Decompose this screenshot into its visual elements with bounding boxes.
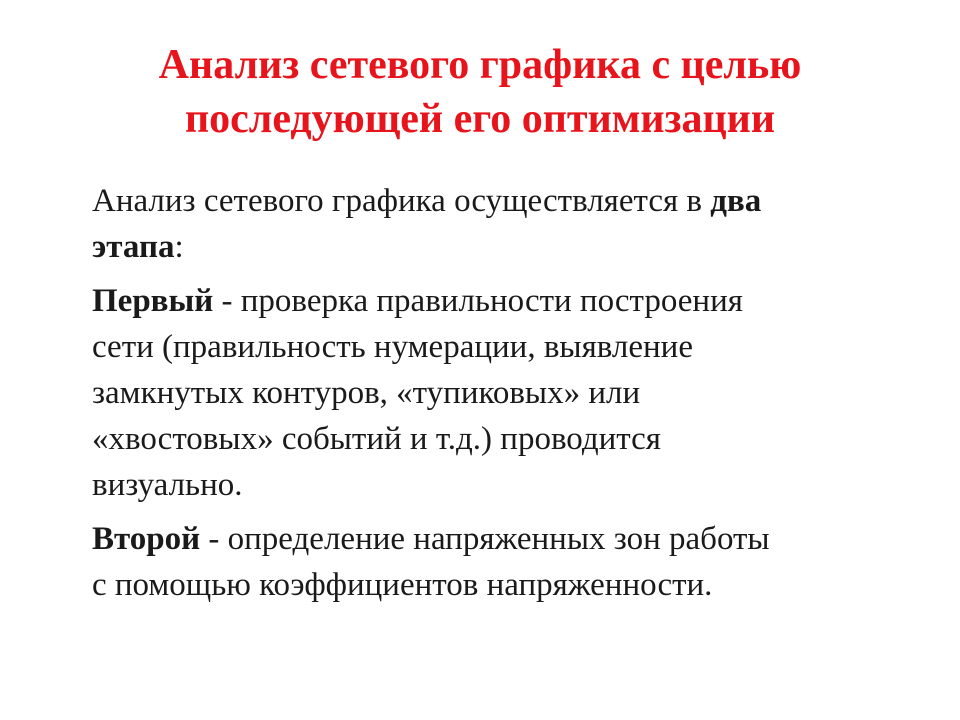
intro-emphasis-two: два [710, 183, 762, 219]
second-stage-label: Второй [92, 521, 201, 557]
second-stage-line-2: с помощью коэффициентов напряженности. [92, 567, 713, 603]
slide-title-line-1: Анализ сетевого графика с целью [158, 42, 802, 88]
first-stage-line-2: сети (правильность нумерации, выявление [92, 329, 693, 365]
first-stage-line-1 [92, 278, 882, 324]
first-stage-text: - проверка правильности построения [213, 283, 743, 319]
second-stage-line-1 [92, 516, 882, 562]
intro-colon: : [174, 229, 184, 265]
first-stage-paragraph [92, 278, 882, 508]
second-stage-paragraph [92, 516, 882, 608]
first-stage-line-4: «хвостовых» событий и т.д.) проводится [92, 421, 661, 457]
slide-title [60, 38, 900, 146]
first-stage-line-3: замкнутых контуров, «тупиковых» или [92, 375, 641, 411]
first-stage-label: Первый [92, 283, 214, 319]
intro-text: Анализ сетевого графика осуществляется в [92, 183, 711, 219]
intro-line-2 [92, 224, 882, 270]
first-stage-line-5: визуально. [92, 467, 243, 503]
intro-emphasis-stages: этапа [92, 229, 175, 265]
slide-body [92, 178, 882, 616]
intro-line-1 [92, 178, 882, 224]
intro-paragraph [92, 178, 882, 270]
second-stage-text: - определение напряженных зон работы [200, 521, 770, 557]
slide-title-line-2: последующей его оптимизации [184, 96, 776, 142]
